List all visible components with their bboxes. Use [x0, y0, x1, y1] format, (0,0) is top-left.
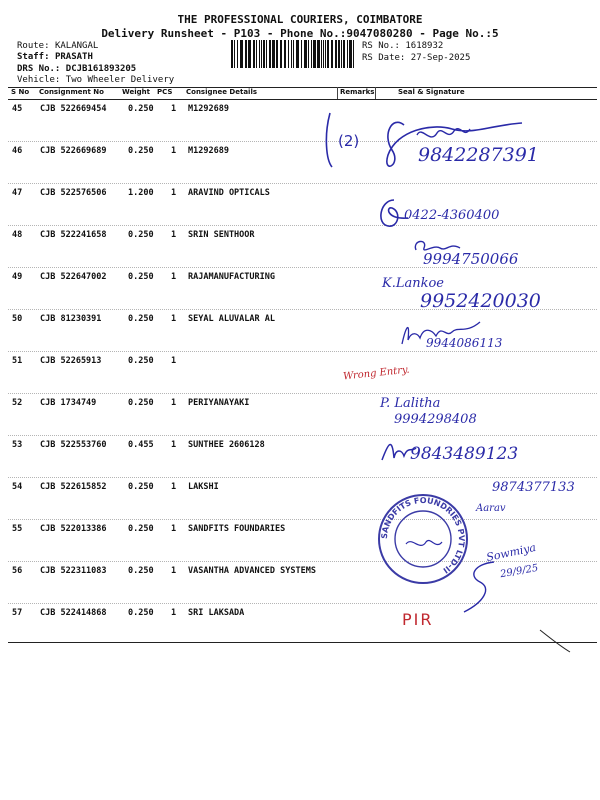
barcode-image — [230, 40, 356, 68]
row-pcs: 1 — [171, 272, 177, 282]
barcode-bar — [341, 40, 342, 68]
row-consignment-no: CJB 1734749 — [40, 398, 97, 408]
barcode-bar — [325, 40, 326, 68]
barcode-bar — [234, 40, 235, 68]
row-pcs: 1 — [171, 524, 177, 534]
barcode-bar — [245, 40, 247, 68]
row-sno: 46 — [12, 146, 23, 156]
barcode-bar — [237, 40, 238, 68]
row-weight: 0.250 — [128, 398, 154, 408]
row-consignee: RAJAMANUFACTURING — [188, 272, 275, 282]
row-consignee: LAKSHI — [188, 482, 219, 492]
barcode-bar — [256, 40, 257, 68]
barcode-bar — [248, 40, 251, 68]
drs-value: DCJB161893205 — [65, 64, 137, 74]
row-consignment-no: CJB 522013386 — [40, 524, 107, 534]
row-sno: 48 — [12, 230, 23, 240]
handwritten-date-56: 29/9/25 — [499, 562, 540, 581]
row-consignee: M1292689 — [188, 104, 229, 114]
barcode-bar — [272, 40, 275, 68]
handwritten-remark-51: Wrong Entry. — [342, 364, 411, 383]
row-consignee: SRI LAKSADA — [188, 608, 245, 618]
col-sno-header: S No — [11, 88, 30, 96]
row-consignment-no: CJB 522414868 — [40, 608, 107, 618]
row-weight: 0.250 — [128, 524, 154, 534]
remarks-divider-right — [375, 87, 376, 99]
vehicle-line — [17, 75, 174, 86]
col-weight-header: Weight — [122, 88, 150, 96]
handwritten-circle-number: (2) — [338, 132, 360, 150]
barcode-bar — [301, 40, 302, 68]
handwritten-phone-47: 0422-4360400 — [404, 208, 500, 223]
barcode-bar — [311, 40, 312, 68]
row-consignment-no: CJB 522669689 — [40, 146, 107, 156]
row-sno: 45 — [12, 104, 23, 114]
row-pcs: 1 — [171, 356, 177, 366]
row-consignment-no: CJB 522311083 — [40, 566, 107, 576]
table-row — [8, 183, 597, 226]
row-pcs: 1 — [171, 230, 177, 240]
row-weight: 0.250 — [128, 146, 154, 156]
table-row — [8, 393, 597, 436]
barcode-bar — [291, 40, 292, 68]
row-pcs: 1 — [171, 104, 177, 114]
table-row — [8, 351, 597, 394]
row-sno: 52 — [12, 398, 23, 408]
row-pcs: 1 — [171, 608, 177, 618]
barcode-bar — [231, 40, 233, 68]
row-sno: 49 — [12, 272, 23, 282]
barcode-bar — [353, 40, 354, 68]
row-pcs: 1 — [171, 398, 177, 408]
barcode-bar — [338, 40, 340, 68]
row-pcs: 1 — [171, 440, 177, 450]
row-pcs: 1 — [171, 482, 177, 492]
route-label: Route: — [17, 41, 50, 51]
handwritten-remark-57: PIR — [402, 610, 434, 629]
row-weight: 0.250 — [128, 104, 154, 114]
handwritten-name-56: Sowmiya — [485, 540, 538, 565]
table-row — [8, 309, 597, 352]
barcode-bar — [331, 40, 333, 68]
row-consignee: SEYAL ALUVALAR AL — [188, 314, 275, 324]
staff-value: PRASATH — [54, 52, 93, 62]
barcode-bar — [304, 40, 307, 68]
row-consignee: PERIYANAYAKI — [188, 398, 250, 408]
handwritten-name-52: P. Lalitha — [380, 396, 441, 411]
rs-date-value: 27-Sep-2025 — [410, 53, 471, 63]
row-consignee: M1292689 — [188, 146, 229, 156]
handwritten-phone-53: 9843489123 — [410, 444, 519, 464]
barcode-bar — [293, 40, 294, 68]
drs-line — [17, 64, 136, 75]
row-weight: 0.250 — [128, 566, 154, 576]
row-consignment-no: CJB 522576506 — [40, 188, 107, 198]
barcode-bar — [263, 40, 265, 68]
row-consignee: VASANTHA ADVANCED SYSTEMS — [188, 566, 316, 576]
row-sno: 57 — [12, 608, 23, 618]
row-sno: 50 — [12, 314, 23, 324]
row-weight: 0.250 — [128, 482, 154, 492]
barcode-bar — [323, 40, 324, 68]
route-value: KALANGAL — [54, 41, 99, 51]
barcode-bar — [313, 40, 316, 68]
row-pcs: 1 — [171, 146, 177, 156]
barcode-bar — [259, 40, 260, 68]
col-remarks-header: Remarks — [340, 88, 375, 96]
table-row — [8, 603, 597, 645]
company-title: THE PROFESSIONAL COURIERS, COIMBATORE — [177, 13, 423, 26]
vehicle-value: Two Wheeler Delivery — [65, 75, 175, 85]
barcode-bar — [296, 40, 299, 68]
col-consignee-header: Consignee Details — [186, 88, 258, 96]
row-weight: 0.250 — [128, 230, 154, 240]
barcode-bar — [321, 40, 322, 68]
row-weight: 0.250 — [128, 608, 154, 618]
remarks-divider-left — [337, 87, 338, 99]
row-sno: 53 — [12, 440, 23, 450]
row-weight: 0.250 — [128, 272, 154, 282]
rs-date-label: RS Date: — [362, 53, 406, 63]
signature-scribble-56 — [454, 556, 504, 616]
route-line — [17, 41, 98, 52]
row-consignment-no: CJB 522615852 — [40, 482, 107, 492]
row-consignment-no: CJB 522669454 — [40, 104, 107, 114]
table-bottom-rule — [8, 642, 597, 643]
row-sno: 47 — [12, 188, 23, 198]
rs-no-line — [362, 41, 443, 52]
col-consignment-header: Consignment No — [39, 88, 104, 96]
row-consignee: SUNTHEE 2606128 — [188, 440, 265, 450]
staff-label: Staff: — [17, 52, 50, 62]
row-sno: 55 — [12, 524, 23, 534]
barcode-bar — [261, 40, 262, 68]
barcode-bar — [349, 40, 352, 68]
row-sno: 51 — [12, 356, 23, 366]
runsheet-subtitle: Delivery Runsheet - P103 - Phone No.:9047080280 - Page No.:5 — [101, 27, 499, 40]
handwritten-phone-50: 9944086113 — [426, 336, 503, 350]
row-pcs: 1 — [171, 188, 177, 198]
vehicle-label: Vehicle: — [17, 75, 61, 85]
barcode-bar — [327, 40, 329, 68]
barcode-bar — [335, 40, 337, 68]
barcode-bar — [347, 40, 348, 68]
handwritten-name-49: K.Lankoe — [382, 276, 444, 291]
rs-no-label: RS No.: — [362, 41, 400, 51]
row-consignee: ARAVIND OPTICALS — [188, 188, 270, 198]
handwritten-phone-52: 9994298408 — [394, 412, 477, 427]
staff-line — [17, 52, 93, 63]
row-consignment-no: CJB 522553760 — [40, 440, 107, 450]
row-consignment-no: CJB 522241658 — [40, 230, 107, 240]
barcode-bar — [284, 40, 286, 68]
row-consignee: SANDFITS FOUNDARIES — [188, 524, 286, 534]
barcode-bar — [308, 40, 309, 68]
barcode-bar — [240, 40, 243, 68]
row-weight: 0.250 — [128, 356, 154, 366]
row-weight: 1.200 — [128, 188, 154, 198]
pen-mark — [536, 626, 576, 656]
barcode-bar — [276, 40, 278, 68]
row-weight: 0.455 — [128, 440, 154, 450]
barcode-bar — [343, 40, 345, 68]
barcode-bar — [280, 40, 282, 68]
handwritten-phone-49: 9952420030 — [420, 290, 541, 312]
rs-date-line — [362, 53, 470, 64]
barcode-bar — [288, 40, 289, 68]
svg-text:SANDFITS FOUNDRIES PVT LTD-II: SANDFITS FOUNDRIES PVT LTD-II — [379, 495, 467, 576]
col-seal-header: Seal & Signature — [398, 88, 465, 96]
handwritten-name-55: Aarav — [476, 503, 506, 514]
col-pcs-header: PCS — [157, 88, 173, 96]
row-consignment-no: CJB 52265913 — [40, 356, 102, 366]
row-consignment-no: CJB 81230391 — [40, 314, 102, 324]
row-sno: 54 — [12, 482, 23, 492]
barcode-bar — [253, 40, 255, 68]
handwritten-phone-54: 9874377133 — [492, 480, 575, 495]
rs-no-value: 1618932 — [405, 41, 444, 51]
handwritten-phone-48: 9994750066 — [423, 250, 519, 268]
row-consignment-no: CJB 522647002 — [40, 272, 107, 282]
row-sno: 56 — [12, 566, 23, 576]
handwritten-phone-46: 9842287391 — [418, 144, 539, 166]
row-pcs: 1 — [171, 566, 177, 576]
barcode-bar — [266, 40, 267, 68]
row-consignee: SRIN SENTHOOR — [188, 230, 255, 240]
barcode-bar — [269, 40, 271, 68]
row-pcs: 1 — [171, 314, 177, 324]
barcode-bar — [317, 40, 320, 68]
drs-label: DRS No.: — [17, 64, 61, 74]
row-weight: 0.250 — [128, 314, 154, 324]
